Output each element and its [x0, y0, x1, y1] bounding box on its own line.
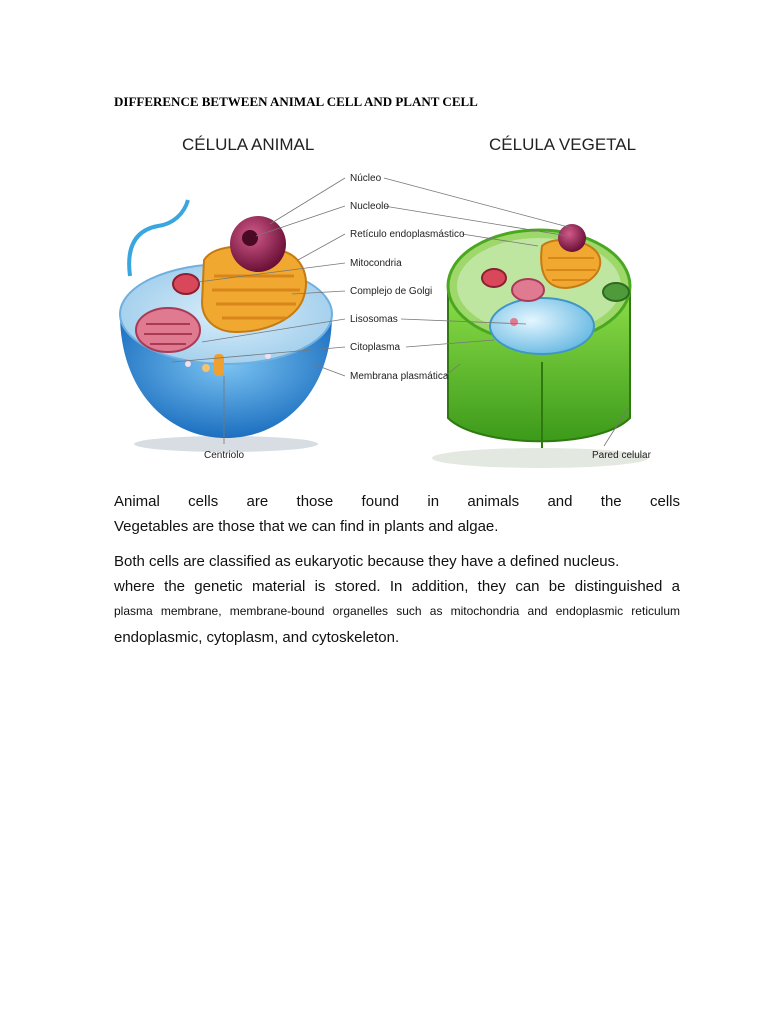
plant-cell-illustration	[432, 224, 648, 468]
label-membrana: Membrana plasmática	[350, 371, 449, 382]
label-citoplasma: Citoplasma	[350, 342, 401, 353]
paragraph-line: Animal cells are those found in animals and the cells	[114, 493, 680, 510]
label-lisosomas: Lisosomas	[350, 314, 398, 325]
plant-cell-title: CÉLULA VEGETAL	[489, 135, 637, 154]
label-pared: Pared celular	[592, 450, 651, 461]
animal-cell-title: CÉLULA ANIMAL	[182, 135, 315, 154]
cell-comparison-figure	[118, 126, 662, 472]
paragraph-intro	[114, 489, 680, 539]
label-golgi: Complejo de Golgi	[350, 286, 433, 297]
label-reticulo: Retículo endoplasmástico	[350, 229, 465, 240]
cell-diagram	[118, 126, 662, 472]
paragraph-eukaryotic	[114, 549, 680, 650]
paragraph-line: plasma membrane, membrane-bound organelles such as mitochondria and endoplasmic reticulum	[114, 604, 680, 618]
paragraph-line: Both cells are classified as eukaryotic because they have a defined nucleus.	[114, 553, 620, 570]
label-nucleo: Núcleo	[350, 173, 382, 184]
label-mitocondria: Mitocondria	[350, 258, 402, 269]
label-centriolo: Centriolo	[204, 450, 245, 461]
paragraph-line: where the genetic material is stored. In addition, they can be distinguished a	[114, 578, 680, 595]
document-title: DIFFERENCE BETWEEN ANIMAL CELL AND PLANT CELL	[114, 94, 478, 109]
label-nucleolo: Nucleolo	[350, 201, 389, 212]
paragraph-line: Vegetables are those that we can find in plants and algae.	[114, 518, 499, 535]
paragraph-line: endoplasmic, cytoplasm, and cytoskeleton.	[114, 629, 400, 646]
